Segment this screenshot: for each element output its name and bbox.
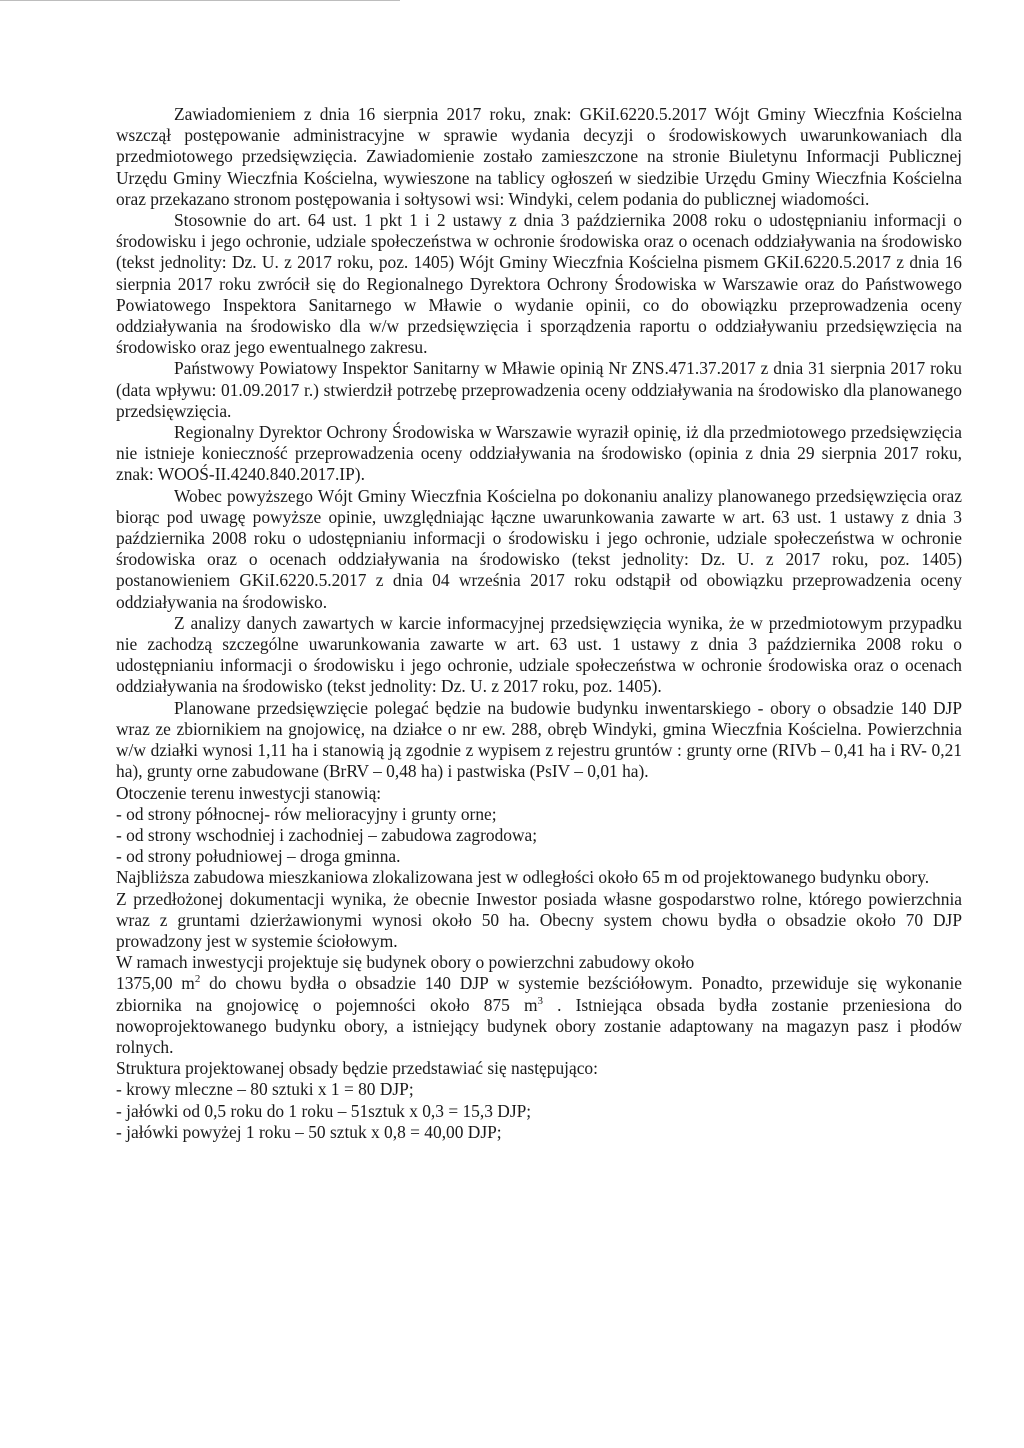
investment-text: do chowu bydła o obsadzie 140 DJP w systemie bezściółowym. Ponadto, przewiduje się wykonanie zbiornika na gnojowicę o pojemności około 875 m [116,973,962,1015]
surroundings-item: - od strony wschodniej i zachodniej – zabudowa zagrodowa; [116,824,538,845]
structure-item: - krowy mleczne – 80 sztuki x 1 = 80 DJP; [116,1079,414,1100]
paragraph-decision: Wobec powyższego Wójt Gminy Wieczfnia Kościelna po dokonaniu analizy planowanego przedsięwzięcia oraz biorąc pod uwagę powyższe opinie, uwzględniając łączne uwarunkowania zawarte w art. 63 ust. 1 ustawy z dnia 3 października 2008 roku o udostępnianiu informacji o środowisku i jego ochronie, udziale społeczeństwa w ochronie środowiska oraz o ocenach oddziaływania na środowisko (tekst jednolity: Dz. U. z 2017 roku, poz. 1405) postanowieniem GKiI.6220.5.2017 z dnia 04 września 2017 roku odstąpił od obowiązku przeprowadzenia oceny oddziaływania na środowisko. [116,485,962,612]
paragraph-notice: Zawiadomieniem z dnia 16 sierpnia 2017 roku, znak: GKiI.6220.5.2017 Wójt Gminy Wieczfnia Kościelna wszczął postępowanie administracyjne w sprawie wydania decyzji o środowiskowych uwarunkowaniach dla przedmiotowego przedsięwzięcia. Zawiadomienie zostało zamieszczone na stronie Biuletynu Informacji Publicznej Urzędu Gminy Wieczfnia Kościelna, wywieszone na tablicy ogłoszeń w siedzibie Urzędu Gminy Wieczfnia Kościelna oraz przekazano stronom postępowania i sołtysowi wsi: Windyki, celem podania do publicznej wiadomości. [116,104,962,209]
volume-exponent: 3 [537,994,543,1007]
investment-text-end: . Istniejąca obsada bydła zostanie przeniesiona do nowoprojektowanego budynku obory, a istniejący budynek obory zostanie adaptowany na magazyn pasz i płodów rolnych. [116,994,962,1057]
surroundings-title: Otoczenie terenu inwestycji stanowią: [116,782,382,803]
paragraph-investment-details [116,973,962,1058]
surroundings-item: - od strony północnej- rów melioracyjny i grunty orne; [116,803,497,824]
structure-title: Struktura projektowanej obsady będzie przedstawiać się następująco: [116,1058,598,1079]
investment-line: W ramach inwestycji projektuje się budynek obory o powierzchni zabudowy około [116,952,695,973]
document-page [116,104,962,1143]
area-text: 1375,00 m [116,973,195,994]
structure-item: - jałówki od 0,5 roku do 1 roku – 51sztuk x 0,3 = 15,3 DJP; [116,1100,532,1121]
scan-top-line [0,0,400,1]
paragraph-project-description: Planowane przedsięwzięcie polegać będzie na budowie budynku inwentarskiego - obory o obsadzie 140 DJP wraz ze zbiornikiem na gnojowicę, na działce o nr ew. 288, obręb Windyki, gmina Wieczfnia Kościelna. Powierzchnia w/w działki wynosi 1,11 ha i stanowią ją zgodnie z wypisem z rejestru gruntów : grunty orne (RIVb – 0,41 ha i RV- 0,21 ha), grunty orne zabudowane (BrRV – 0,48 ha) i pastwiska (PsIV – 0,01 ha). [116,697,962,782]
paragraph-rdos-opinion: Regionalny Dyrektor Ochrony Środowiska w Warszawie wyraził opinię, iż dla przedmiotowego przedsięwzięcia nie istnieje konieczność przeprowadzenia oceny oddziaływania na środowisko (opinia z dnia 29 sierpnia 2017 roku, znak: WOOŚ-II.4240.840.2017.IP). [116,422,962,485]
paragraph-legal-basis: Stosownie do art. 64 ust. 1 pkt 1 i 2 ustawy z dnia 3 października 2008 roku o udostępnianiu informacji o środowisku i jego ochronie, udziale społeczeństwa w ochronie środowiska oraz o ocenach oddziaływania na środowisko (tekst jednolity: Dz. U. z 2017 roku, poz. 1405) Wójt Gminy Wieczfnia Kościelna pismem GKiI.6220.5.2017 z dnia 16 sierpnia 2017 roku zwrócił się do Regionalnego Dyrektora Ochrony Środowiska w Warszawie oraz do Państwowego Powiatowego Inspektora Sanitarnego w Mławie o wydanie opinii, co do obowiązku przeprowadzenia oceny oddziaływania na środowisko dla w/w przedsięwzięcia i sporządzenia raportu o oddziaływaniu przedsięwzięcia na środowisko oraz jego ewentualnego zakresu. [116,210,962,358]
surroundings-item: - od strony południowej – droga gminna. [116,846,401,867]
paragraph-current-farm: Z przedłożonej dokumentacji wynika, że obecnie Inwestor posiada własne gospodarstwo rolne, którego powierzchnia wraz z gruntami dzierżawionymi wynosi około 50 ha. Obecny system chowu bydła o obsadzie około 70 DJP prowadzony jest w systemie ściołowym. [116,888,962,951]
area-exponent: 2 [194,973,201,986]
structure-item: - jałówki powyżej 1 roku – 50 sztuk x 0,8 = 40,00 DJP; [116,1121,502,1142]
paragraph-sanitary-opinion: Państwowy Powiatowy Inspektor Sanitarny w Mławie opinią Nr ZNS.471.37.2017 z dnia 31 sierpnia 2017 roku (data wpływu: 01.09.2017 r.) stwierdził potrzebę przeprowadzenia oceny oddziaływania na środowisko dla planowanego przedsięwzięcia. [116,358,962,421]
paragraph-analysis: Z analizy danych zawartych w karcie informacyjnej przedsięwzięcia wynika, że w przedmiotowym przypadku nie zachodzą szczególne uwarunkowania zawarte w art. 63 ust. 1 ustawy z dnia 3 października 2008 roku o udostępnianiu informacji o środowisku i jego ochronie, udziale społeczeństwa w ochronie środowiska oraz o ocenach oddziaływania na środowisko (tekst jednolity: Dz. U. z 2017 roku, poz. 1405). [116,612,962,697]
paragraph-nearest-building: Najbliższa zabudowa mieszkaniowa zlokalizowana jest w odległości około 65 m od projektowanego budynku obory. [116,867,930,888]
